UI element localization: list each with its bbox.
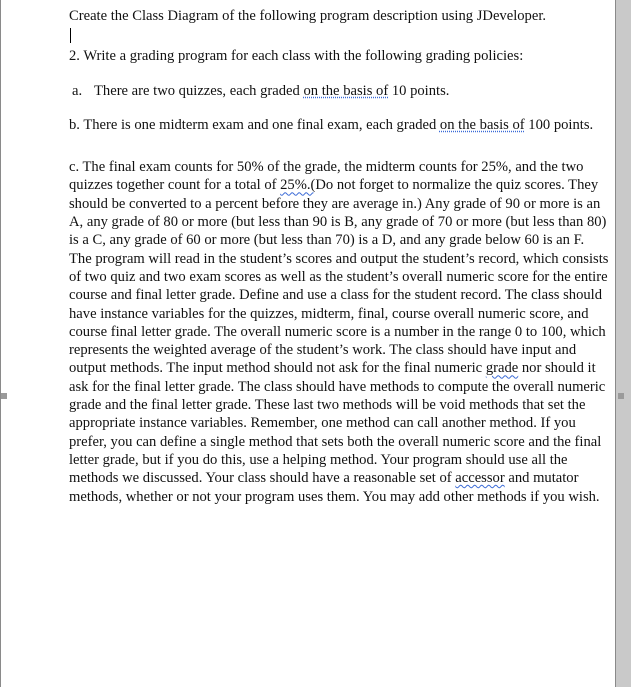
document-body[interactable] [69, 7, 609, 506]
grammar-flag: grade [485, 360, 519, 377]
item-c: c. The final exam counts for 50% of the grade, the midterm counts for 25%, and the two quizzes together count for a total of 25%.(Do not forget to normalize the quiz scores. They should be converted to a percent before they are average in.) Any grade of 90 or more is an A, any grade of 80 or more (but less than 90 is B, any grade of 70 or more (but less than 80) is a C, any grade of 60 or more (but less than 70) is a D, and any grade below 60 is an F. The program will read in the student’s scores and output the student’s record, which consists of two quiz and two exam scores as well as the student’s overall numeric score for the entire course and final letter grade. Define and use a class for the student record. The class should have instance variables for the quizzes, midterm, final, course overall numeric score, and course final letter grade. The overall numeric score is a number in the range 0 to 100, which represents the weighted average of the student’s work. The class should have input and output methods. The input method should not ask for the final numeric grade nor should it ask for the final letter grade. The class should have methods to compute the overall numeric grade and the final letter grade. These last two methods will be void methods that set the appropriate instance variables. Remember, one method can call another method. If you prefer, you can define a single method that sets both the overall numeric score and the final letter grade, but if you do this, use a helping method. Your program should use all the methods we discussed. Your class should have a reasonable set of accessor and mutator methods, whether or not your program uses them. You may add other methods if you wish. [69, 159, 609, 505]
right-margin-marker [618, 393, 624, 399]
text-cursor [70, 28, 71, 43]
spelling-flag: accessor [455, 470, 505, 487]
document-title: Create the Class Diagram of the following program description using JDeveloper. [69, 8, 547, 24]
grammar-flag: on the basis of [439, 116, 525, 133]
grammar-flag: 25%.( [280, 177, 316, 194]
item-a: a. There are two quizzes, each graded on the basis of 10 points. [72, 82, 450, 99]
item-b: b. There is one midterm exam and one final exam, each graded on the basis of 100 points. [69, 116, 594, 133]
left-margin-marker [1, 393, 7, 399]
grammar-flag: on the basis of [303, 82, 389, 99]
item-2: 2. Write a grading program for each class with the following grading policies: [69, 48, 524, 65]
item-a-label: a. [72, 82, 83, 99]
